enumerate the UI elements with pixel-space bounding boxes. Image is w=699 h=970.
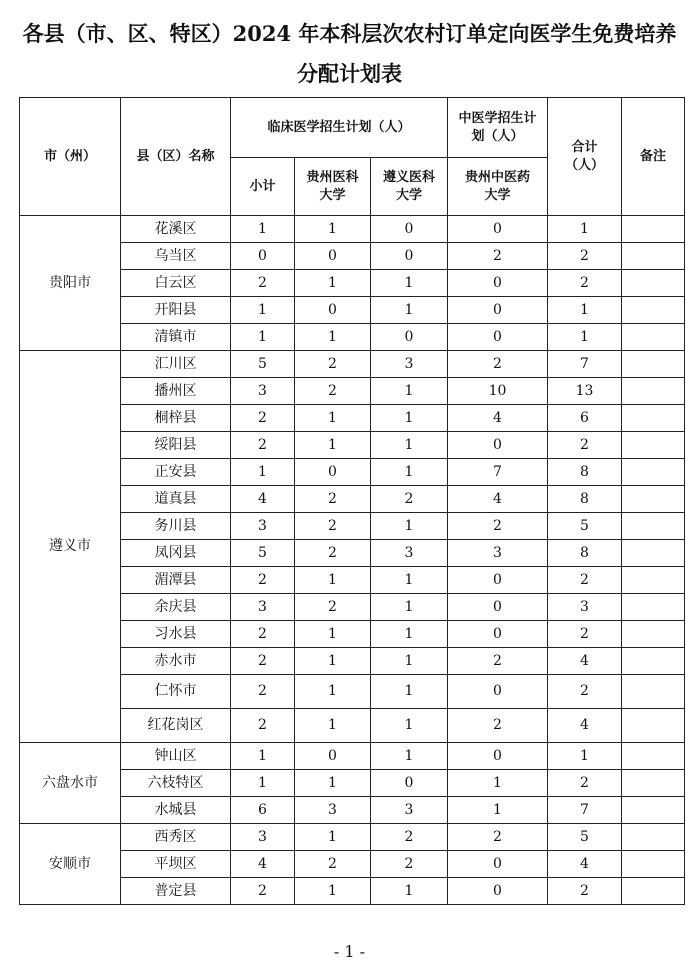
- total-cell: 1: [548, 743, 622, 770]
- subtotal-cell: 3: [231, 824, 295, 851]
- gzmu-cell: 1: [295, 270, 371, 297]
- header-tcm-plan: 中医学招生计划（人）: [448, 98, 548, 158]
- gzucm-cell: 2: [448, 648, 548, 675]
- zmu-cell: 3: [371, 797, 448, 824]
- total-cell: 4: [548, 709, 622, 743]
- header-gzucm: 贵州中医药大学: [448, 158, 548, 216]
- county-cell: 桐梓县: [121, 405, 231, 432]
- zmu-cell: 1: [371, 297, 448, 324]
- zmu-cell: 1: [371, 594, 448, 621]
- subtotal-cell: 2: [231, 648, 295, 675]
- gzmu-cell: 1: [295, 824, 371, 851]
- county-cell: 乌当区: [121, 243, 231, 270]
- city-cell: 六盘水市: [20, 743, 121, 824]
- note-cell: [622, 270, 685, 297]
- subtotal-cell: 2: [231, 405, 295, 432]
- gzmu-cell: 0: [295, 297, 371, 324]
- city-cell: 遵义市: [20, 351, 121, 743]
- zmu-cell: 1: [371, 878, 448, 905]
- gzucm-cell: 2: [448, 513, 548, 540]
- header-note: 备注: [622, 98, 685, 216]
- total-cell: 7: [548, 351, 622, 378]
- note-cell: [622, 878, 685, 905]
- subtotal-cell: 1: [231, 216, 295, 243]
- note-cell: [622, 432, 685, 459]
- total-cell: 1: [548, 297, 622, 324]
- zmu-cell: 1: [371, 270, 448, 297]
- city-cell: 安顺市: [20, 824, 121, 905]
- subtotal-cell: 2: [231, 878, 295, 905]
- zmu-cell: 2: [371, 824, 448, 851]
- subtotal-cell: 2: [231, 567, 295, 594]
- note-cell: [622, 486, 685, 513]
- gzmu-cell: 0: [295, 743, 371, 770]
- note-cell: [622, 297, 685, 324]
- zmu-cell: 1: [371, 405, 448, 432]
- subtotal-cell: 2: [231, 270, 295, 297]
- subtotal-cell: 1: [231, 770, 295, 797]
- gzucm-cell: 0: [448, 743, 548, 770]
- gzmu-cell: 2: [295, 378, 371, 405]
- gzucm-cell: 2: [448, 709, 548, 743]
- county-cell: 湄潭县: [121, 567, 231, 594]
- gzucm-cell: 4: [448, 486, 548, 513]
- subtotal-cell: 4: [231, 486, 295, 513]
- page-number: - 1 -: [333, 942, 366, 961]
- gzmu-cell: 2: [295, 540, 371, 567]
- note-cell: [622, 743, 685, 770]
- allocation-table: [19, 97, 685, 905]
- gzucm-cell: 0: [448, 878, 548, 905]
- note-cell: [622, 243, 685, 270]
- total-cell: 7: [548, 797, 622, 824]
- header-city: 市（州）: [20, 98, 121, 216]
- gzmu-cell: 1: [295, 432, 371, 459]
- note-cell: [622, 709, 685, 743]
- county-cell: 水城县: [121, 797, 231, 824]
- gzucm-cell: 0: [448, 567, 548, 594]
- subtotal-cell: 1: [231, 324, 295, 351]
- county-cell: 汇川区: [121, 351, 231, 378]
- subtotal-cell: 5: [231, 351, 295, 378]
- gzmu-cell: 1: [295, 878, 371, 905]
- gzucm-cell: 0: [448, 432, 548, 459]
- total-cell: 13: [548, 378, 622, 405]
- table-row: [20, 351, 685, 378]
- county-cell: 六枝特区: [121, 770, 231, 797]
- subtotal-cell: 1: [231, 297, 295, 324]
- gzucm-cell: 0: [448, 297, 548, 324]
- gzmu-cell: 1: [295, 216, 371, 243]
- county-cell: 务川县: [121, 513, 231, 540]
- header-gzmu: 贵州医科大学: [295, 158, 371, 216]
- total-cell: 8: [548, 459, 622, 486]
- header-zmu: 遵义医科大学: [371, 158, 448, 216]
- table-body: [20, 216, 685, 905]
- gzmu-cell: 2: [295, 594, 371, 621]
- gzucm-cell: 0: [448, 851, 548, 878]
- header-county: 县（区）名称: [121, 98, 231, 216]
- gzmu-cell: 1: [295, 709, 371, 743]
- header-clinical-plan: 临床医学招生计划（人）: [231, 98, 448, 158]
- subtotal-cell: 2: [231, 675, 295, 709]
- document-title-line-2: 分配计划表: [297, 61, 402, 86]
- county-cell: 开阳县: [121, 297, 231, 324]
- gzucm-cell: 7: [448, 459, 548, 486]
- zmu-cell: 3: [371, 351, 448, 378]
- subtotal-cell: 5: [231, 540, 295, 567]
- zmu-cell: 0: [371, 216, 448, 243]
- table-row: [20, 824, 685, 851]
- subtotal-cell: 1: [231, 743, 295, 770]
- zmu-cell: 1: [371, 513, 448, 540]
- total-cell: 8: [548, 540, 622, 567]
- note-cell: [622, 851, 685, 878]
- total-cell: 2: [548, 567, 622, 594]
- gzucm-cell: 2: [448, 824, 548, 851]
- gzmu-cell: 2: [295, 351, 371, 378]
- zmu-cell: 2: [371, 851, 448, 878]
- note-cell: [622, 824, 685, 851]
- gzucm-cell: 0: [448, 594, 548, 621]
- gzucm-cell: 3: [448, 540, 548, 567]
- gzucm-cell: 0: [448, 324, 548, 351]
- total-cell: 2: [548, 243, 622, 270]
- zmu-cell: 0: [371, 324, 448, 351]
- county-cell: 花溪区: [121, 216, 231, 243]
- total-cell: 2: [548, 270, 622, 297]
- county-cell: 钟山区: [121, 743, 231, 770]
- header-subtotal: 小计: [231, 158, 295, 216]
- gzucm-cell: 2: [448, 351, 548, 378]
- zmu-cell: 1: [371, 567, 448, 594]
- gzucm-cell: 1: [448, 770, 548, 797]
- total-cell: 1: [548, 324, 622, 351]
- gzmu-cell: 1: [295, 567, 371, 594]
- county-cell: 西秀区: [121, 824, 231, 851]
- county-cell: 仁怀市: [121, 675, 231, 709]
- note-cell: [622, 540, 685, 567]
- note-cell: [622, 405, 685, 432]
- gzucm-cell: 0: [448, 675, 548, 709]
- gzmu-cell: 1: [295, 770, 371, 797]
- total-cell: 5: [548, 824, 622, 851]
- note-cell: [622, 513, 685, 540]
- county-cell: 平坝区: [121, 851, 231, 878]
- zmu-cell: 1: [371, 378, 448, 405]
- total-cell: 4: [548, 648, 622, 675]
- subtotal-cell: 2: [231, 621, 295, 648]
- total-cell: 1: [548, 216, 622, 243]
- zmu-cell: 1: [371, 459, 448, 486]
- total-cell: 2: [548, 770, 622, 797]
- county-cell: 余庆县: [121, 594, 231, 621]
- note-cell: [622, 378, 685, 405]
- header-total: 合计（人）: [548, 98, 622, 216]
- county-cell: 赤水市: [121, 648, 231, 675]
- gzucm-cell: 0: [448, 270, 548, 297]
- county-cell: 普定县: [121, 878, 231, 905]
- note-cell: [622, 675, 685, 709]
- gzucm-cell: 2: [448, 243, 548, 270]
- note-cell: [622, 648, 685, 675]
- table-row: [20, 216, 685, 243]
- county-cell: 红花岗区: [121, 709, 231, 743]
- subtotal-cell: 1: [231, 459, 295, 486]
- subtotal-cell: 3: [231, 513, 295, 540]
- county-cell: 正安县: [121, 459, 231, 486]
- gzmu-cell: 1: [295, 675, 371, 709]
- gzucm-cell: 1: [448, 797, 548, 824]
- gzmu-cell: 2: [295, 486, 371, 513]
- zmu-cell: 0: [371, 770, 448, 797]
- subtotal-cell: 2: [231, 709, 295, 743]
- zmu-cell: 1: [371, 743, 448, 770]
- note-cell: [622, 216, 685, 243]
- subtotal-cell: 0: [231, 243, 295, 270]
- total-cell: 2: [548, 432, 622, 459]
- county-cell: 白云区: [121, 270, 231, 297]
- subtotal-cell: 6: [231, 797, 295, 824]
- gzmu-cell: 0: [295, 243, 371, 270]
- note-cell: [622, 324, 685, 351]
- zmu-cell: 1: [371, 648, 448, 675]
- zmu-cell: 0: [371, 243, 448, 270]
- gzucm-cell: 10: [448, 378, 548, 405]
- county-cell: 习水县: [121, 621, 231, 648]
- gzmu-cell: 1: [295, 648, 371, 675]
- gzmu-cell: 3: [295, 797, 371, 824]
- total-cell: 5: [548, 513, 622, 540]
- zmu-cell: 1: [371, 709, 448, 743]
- subtotal-cell: 4: [231, 851, 295, 878]
- note-cell: [622, 621, 685, 648]
- gzmu-cell: 2: [295, 851, 371, 878]
- table-row: [20, 743, 685, 770]
- total-cell: 2: [548, 675, 622, 709]
- county-cell: 凤冈县: [121, 540, 231, 567]
- note-cell: [622, 459, 685, 486]
- gzucm-cell: 0: [448, 621, 548, 648]
- gzmu-cell: 1: [295, 621, 371, 648]
- gzmu-cell: 1: [295, 324, 371, 351]
- total-cell: 3: [548, 594, 622, 621]
- note-cell: [622, 567, 685, 594]
- total-cell: 6: [548, 405, 622, 432]
- gzmu-cell: 1: [295, 405, 371, 432]
- subtotal-cell: 3: [231, 378, 295, 405]
- note-cell: [622, 351, 685, 378]
- total-cell: 2: [548, 621, 622, 648]
- zmu-cell: 1: [371, 675, 448, 709]
- county-cell: 绥阳县: [121, 432, 231, 459]
- city-cell: 贵阳市: [20, 216, 121, 351]
- gzucm-cell: 0: [448, 216, 548, 243]
- note-cell: [622, 797, 685, 824]
- subtotal-cell: 2: [231, 432, 295, 459]
- zmu-cell: 1: [371, 432, 448, 459]
- note-cell: [622, 770, 685, 797]
- county-cell: 播州区: [121, 378, 231, 405]
- county-cell: 清镇市: [121, 324, 231, 351]
- zmu-cell: 3: [371, 540, 448, 567]
- zmu-cell: 2: [371, 486, 448, 513]
- gzmu-cell: 2: [295, 513, 371, 540]
- county-cell: 道真县: [121, 486, 231, 513]
- document-title-line-1: 各县（市、区、特区）2024 年本科层次农村订单定向医学生免费培养: [22, 21, 677, 46]
- total-cell: 8: [548, 486, 622, 513]
- zmu-cell: 1: [371, 621, 448, 648]
- gzmu-cell: 0: [295, 459, 371, 486]
- gzucm-cell: 4: [448, 405, 548, 432]
- subtotal-cell: 3: [231, 594, 295, 621]
- note-cell: [622, 594, 685, 621]
- total-cell: 4: [548, 851, 622, 878]
- total-cell: 2: [548, 878, 622, 905]
